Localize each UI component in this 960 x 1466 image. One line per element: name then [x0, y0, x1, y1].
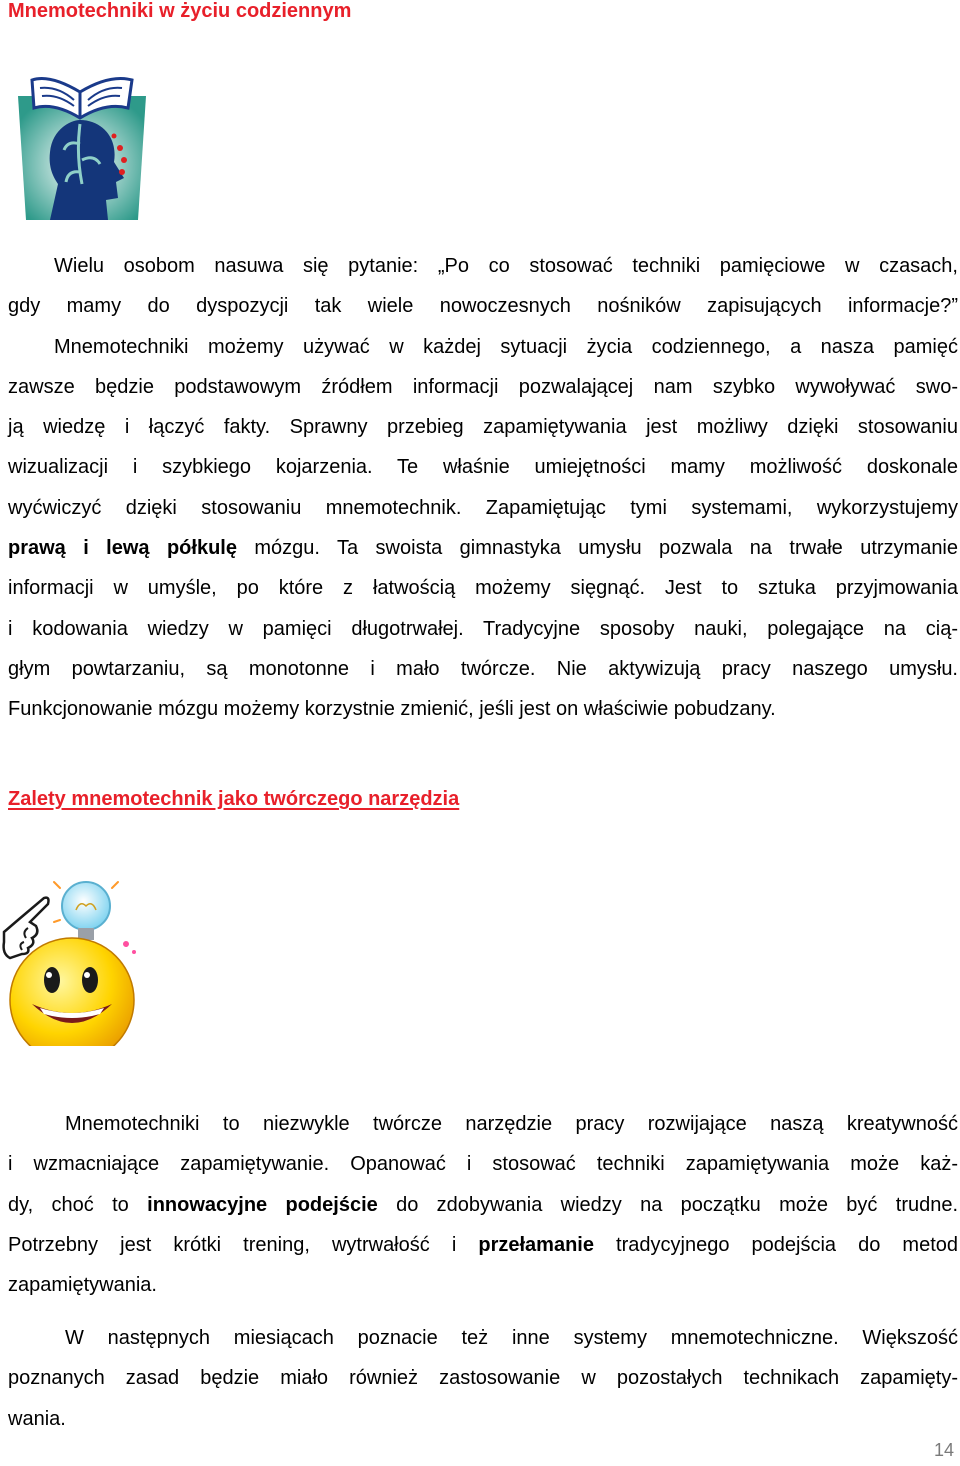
- bold-hemispheres: prawą i lewą półkulę: [8, 537, 237, 560]
- text-fragment: Potrzebny jest krótki trening, wytrwałość i: [8, 1233, 457, 1256]
- paragraph-creative-tool: [8, 1104, 958, 1305]
- text-line: [8, 528, 958, 568]
- text-line: i kodowania wiedzy w pamięci długotrwałej. Tradycyjne sposoby nauki, polegające na cią-: [8, 617, 958, 640]
- page-number: 14: [933, 1440, 954, 1460]
- paragraph-mnemonics-daily-life: [8, 246, 958, 730]
- text-line: gdy mamy do dyspozycji tak wiele nowoczesnych nośników zapisujących informacje?”: [8, 295, 958, 318]
- text-line: zapamiętywania.: [8, 1274, 157, 1297]
- text-line: informacji w umyśle, po które z łatwością możemy sięgnąć. Jest to sztuka przyjmowania: [8, 577, 958, 600]
- text-fragment: mózgu. Ta swoista gimnastyka umysłu pozwala na trwałe utrzymanie: [254, 537, 959, 560]
- text-line: Funkcjonowanie mózgu możemy korzystnie zmienić, jeśli jest on właściwie pobudzany.: [8, 698, 776, 721]
- book-head-logo-icon: [10, 74, 154, 230]
- text-line: wania.: [8, 1407, 66, 1430]
- text-fragment: tradycyjnego podejścia do metod: [616, 1233, 959, 1256]
- text-line: zawsze będzie podstawowym źródłem informacji pozwalającej nam szybko wywoływać swo-: [8, 375, 958, 398]
- text-line: [8, 1185, 958, 1225]
- text-fragment: dy, choć to: [8, 1193, 129, 1216]
- paragraph-next-months: [8, 1318, 958, 1439]
- smiley-lightbulb-icon: [0, 872, 144, 1046]
- text-line: ją wiedzę i łączyć fakty. Sprawny przebieg zapamiętywania jest możliwy dzięki stosowaniu: [8, 416, 958, 439]
- text-line: wizualizacji i szybkiego kojarzenia. Te właśnie umiejętności mamy możliwość doskonale: [8, 456, 958, 479]
- text-line: W następnych miesiącach poznacie też inne systemy mnemotechniczne. Większość: [65, 1327, 958, 1349]
- bold-breaking: przełamanie: [478, 1233, 594, 1256]
- text-line: Wielu osobom nasuwa się pytanie: „Po co stosować techniki pamięciowe w czasach,: [54, 255, 958, 277]
- text-line: [8, 1225, 958, 1265]
- text-line: Mnemotechniki możemy używać w każdej sytuacji życia codziennego, a nasza pamięć: [54, 335, 958, 358]
- text-line: i wzmacniające zapamiętywanie. Opanować i stosować techniki zapamiętywania może każ-: [8, 1153, 958, 1176]
- text-line: poznanych zasad będzie miało również zastosowanie w pozostałych technikach zapamięty-: [8, 1367, 958, 1390]
- text-line: wyćwiczyć dzięki stosowaniu mnemotechnik. Zapamiętując tymi systemami, wykorzystujemy: [8, 496, 958, 519]
- section-heading-advantages: Zalety mnemotechnik jako twórczego narzędzia: [8, 788, 460, 810]
- section-heading-mnemonics-daily-life: Mnemotechniki w życiu codziennym: [8, 0, 352, 22]
- bold-innovative-approach: innowacyjne podejście: [147, 1193, 378, 1216]
- text-fragment: do zdobywania wiedzy na początku może być trudne.: [396, 1193, 959, 1216]
- text-line: głym powtarzaniu, są monotonne i mało twórcze. Nie aktywizują pracy naszego umysłu.: [8, 657, 958, 680]
- text-line: Mnemotechniki to niezwykle twórcze narzędzie pracy rozwijające naszą kreatywność: [65, 1113, 958, 1135]
